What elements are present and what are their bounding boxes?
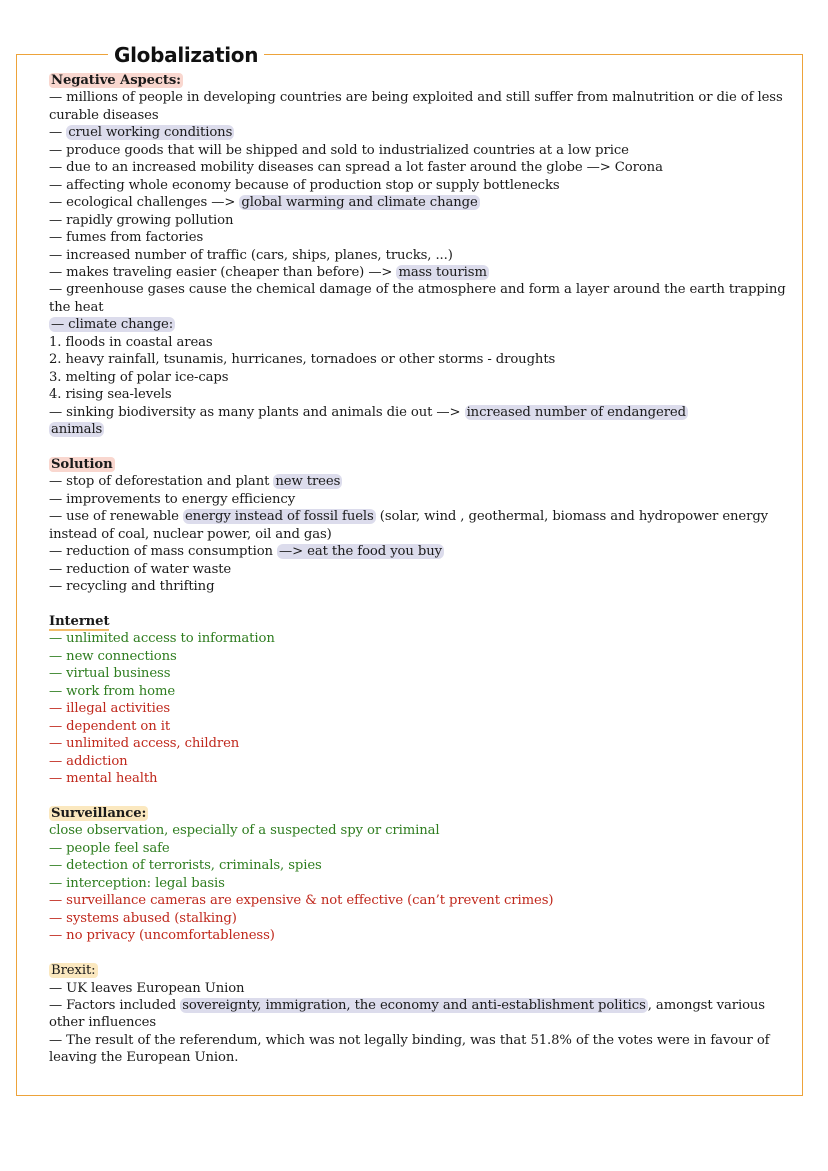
highlight: global warming and climate change [241, 195, 478, 211]
pro-item: — detection of terrorists, criminals, spies [49, 858, 322, 874]
solution-item: — improvements to energy efficiency [49, 491, 296, 507]
con-item: — surveillance cameras are expensive & not effective (can’t prevent crimes) [49, 893, 554, 909]
definition: close observation, especially of a suspected spy or criminal [49, 823, 440, 839]
brexit-item: — The result of the referendum, which was not legally binding, was that 51.8% of the votes were in favour of leaving the European Union. [49, 1032, 770, 1066]
negative-item: — affecting whole economy because of production stop or supply bottlenecks [49, 177, 560, 193]
negative-item: — rapidly growing pollution [49, 212, 234, 228]
negative-item: — millions of people in developing countries are being exploited and still suffer from malnutrition or die of less curable diseases [49, 90, 783, 123]
negative-item: — greenhouse gases cause the chemical damage of the atmosphere and form a layer around the earth trapping the heat [49, 282, 786, 315]
highlight: new trees [275, 474, 341, 490]
solution-item [49, 543, 789, 560]
con-item: — addiction [49, 753, 128, 769]
brexit-item [49, 997, 789, 1032]
solution-heading: Solution [51, 456, 113, 472]
solution-item: — reduction of water waste [49, 561, 232, 577]
item-text: — makes traveling easier (cheaper than before) —> [49, 264, 397, 280]
item-text: (solar, wind , geothermal, biomass and hydropower energy instead of coal, nuclear power, oil and gas) [49, 509, 769, 542]
negative-item [49, 404, 789, 421]
highlight: increased number of endangered [466, 404, 686, 420]
negative-item: — increased number of traffic (cars, ships, planes, trucks, ...) [49, 247, 453, 263]
dash: — [49, 125, 67, 141]
con-item: — illegal activities [49, 701, 171, 717]
highlight: mass tourism [398, 264, 487, 280]
solution-item: — recycling and thrifting [49, 579, 215, 595]
internet-heading: Internet [49, 614, 110, 630]
con-item: — mental health [49, 771, 158, 787]
con-item: — no privacy (uncomfortableness) [49, 928, 275, 944]
climate-change-heading: — climate change: [51, 317, 174, 333]
pro-item: — new connections [49, 648, 177, 664]
item-text: — Factors included [49, 997, 181, 1013]
highlight: energy instead of fossil fuels [184, 509, 374, 525]
numbered-item: 1. floods in coastal areas [49, 334, 213, 350]
con-item: — systems abused (stalking) [49, 910, 237, 926]
highlight: animals [51, 422, 103, 438]
item-text: — sinking biodiversity as many plants and animals die out —> [49, 404, 465, 420]
numbered-item: 2. heavy rainfall, tsunamis, hurricanes, tornadoes or other storms - droughts [49, 352, 556, 368]
item-text: — stop of deforestation and plant [49, 474, 274, 490]
item-text: — ecological challenges —> [49, 195, 240, 211]
highlight: sovereignty, immigration, the economy and anti-establishment politics [182, 997, 646, 1013]
pro-item: — interception: legal basis [49, 875, 225, 891]
pro-item: — work from home [49, 683, 176, 699]
brexit-item: — UK leaves European Union [49, 980, 245, 996]
page-title: Globalization [108, 42, 264, 68]
con-item: — dependent on it [49, 718, 171, 734]
negative-aspects-heading: Negative Aspects: [51, 73, 181, 88]
pro-item: — unlimited access to information [49, 631, 275, 647]
highlight: —> eat the food you buy [279, 544, 442, 560]
solution-item [49, 508, 789, 543]
numbered-item: 4. rising sea-levels [49, 387, 172, 403]
negative-item [49, 124, 789, 141]
pro-item: — people feel safe [49, 840, 170, 856]
solution-item [49, 473, 789, 490]
pro-item: — virtual business [49, 666, 171, 682]
item-text: — reduction of mass consumption [49, 544, 278, 560]
item-text: , amongst various other influences [49, 997, 765, 1031]
negative-item [49, 264, 789, 281]
negative-item [49, 194, 789, 211]
item-text: — use of renewable [49, 509, 183, 525]
negative-item: — produce goods that will be shipped and sold to industrialized countries at a low price [49, 142, 629, 158]
brexit-heading: Brexit: [51, 963, 96, 979]
notes-content [49, 72, 789, 1067]
numbered-item: 3. melting of polar ice-caps [49, 369, 229, 385]
con-item: — unlimited access, children [49, 736, 240, 752]
surveillance-heading: Surveillance: [51, 805, 147, 821]
negative-item: — due to an increased mobility diseases can spread a lot faster around the globe —> Corona [49, 160, 663, 176]
highlight: cruel working conditions [68, 125, 233, 141]
negative-item: — fumes from factories [49, 230, 204, 246]
